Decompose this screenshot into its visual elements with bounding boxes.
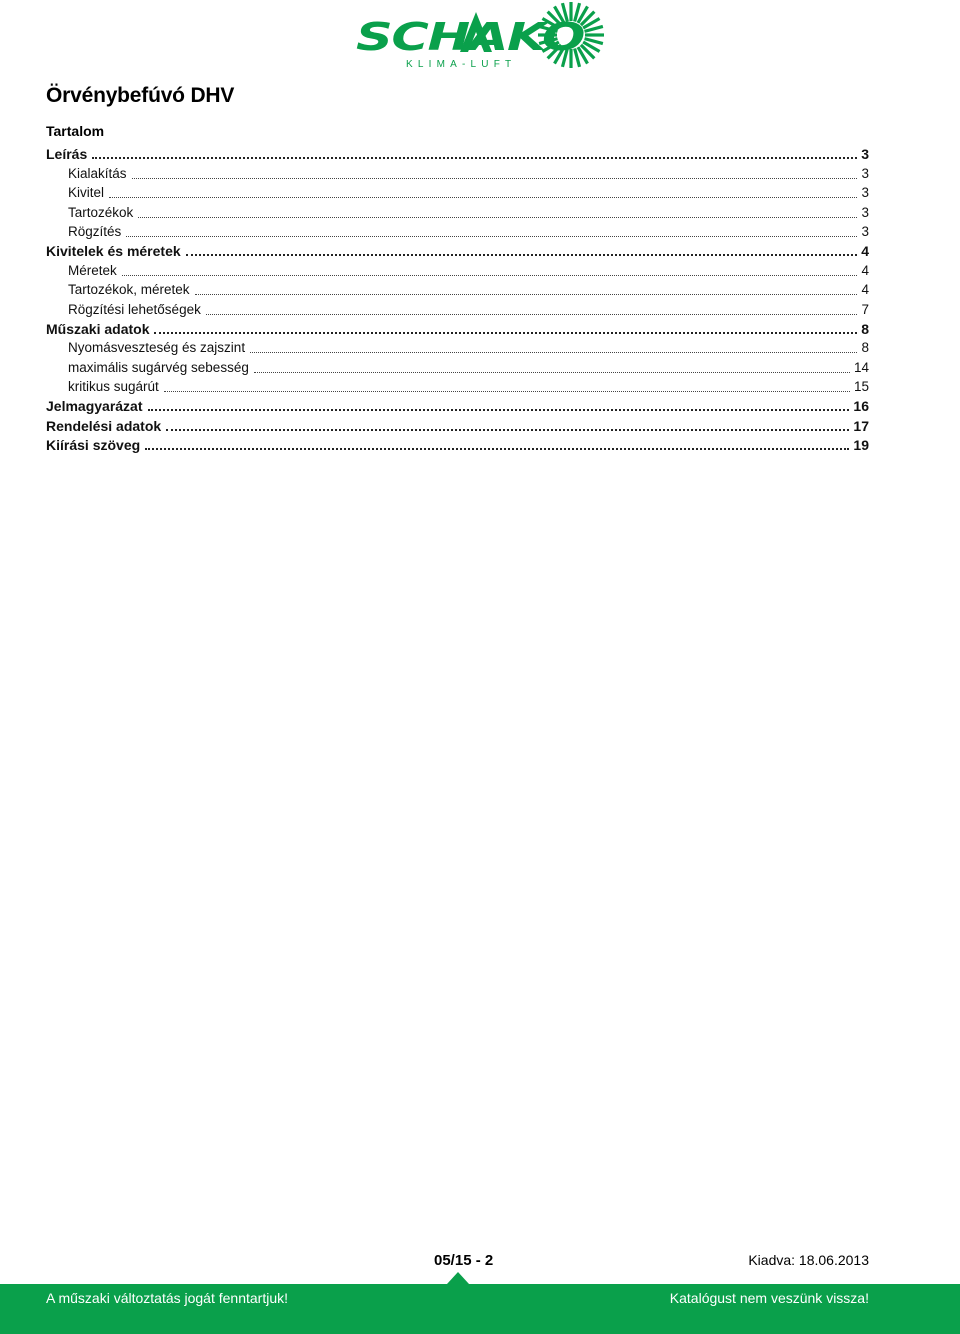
table-of-contents bbox=[46, 144, 869, 454]
toc-entry-page: 8 bbox=[861, 340, 869, 356]
toc-dot-leader bbox=[254, 372, 850, 373]
toc-entry-page: 3 bbox=[861, 146, 869, 163]
footer-right-note: Katalógust nem veszünk vissza! bbox=[669, 1290, 869, 1306]
toc-section-entry[interactable] bbox=[46, 415, 869, 434]
toc-entry-page: 16 bbox=[853, 398, 869, 415]
toc-entry-page: 3 bbox=[861, 165, 869, 181]
toc-entry-page: 3 bbox=[861, 223, 869, 239]
toc-entry-label: Tartozékok bbox=[68, 204, 134, 220]
toc-entry-label: Leírás bbox=[46, 146, 88, 163]
toc-dot-leader bbox=[186, 254, 858, 256]
toc-entry-page: 15 bbox=[853, 379, 869, 395]
toc-entry-label: Rögzítési lehetőségek bbox=[68, 301, 201, 317]
toc-entry-page: 14 bbox=[853, 359, 869, 375]
toc-entry-label: Rendelési adatok bbox=[46, 417, 162, 434]
toc-dot-leader bbox=[195, 294, 858, 295]
schako-logo bbox=[356, 0, 606, 72]
toc-dot-leader bbox=[145, 448, 849, 450]
toc-entry-label: Kialakítás bbox=[68, 165, 127, 181]
toc-dot-leader bbox=[166, 429, 849, 431]
toc-entry-page: 3 bbox=[861, 204, 869, 220]
toc-entry-page: 8 bbox=[861, 320, 869, 337]
toc-dot-leader bbox=[250, 352, 857, 353]
toc-entry-label: Rögzítés bbox=[68, 223, 122, 239]
toc-subsection-entry[interactable] bbox=[46, 338, 869, 357]
page-number: 05/15 - 2 bbox=[434, 1252, 494, 1269]
toc-entry-label: Méretek bbox=[68, 262, 117, 278]
toc-dot-leader bbox=[164, 391, 850, 392]
toc-subsection-entry[interactable] bbox=[46, 202, 869, 221]
toc-dot-leader bbox=[132, 178, 858, 179]
toc-dot-leader bbox=[92, 157, 857, 159]
toc-entry-page: 4 bbox=[861, 243, 869, 260]
toc-entry-label: Jelmagyarázat bbox=[46, 398, 143, 415]
toc-entry-label: Tartozékok, méretek bbox=[68, 282, 190, 298]
footer-left-note: A műszaki változtatás jogát fenntartjuk! bbox=[46, 1290, 289, 1306]
toc-heading: Tartalom bbox=[46, 123, 105, 139]
toc-dot-leader bbox=[148, 409, 850, 411]
schako-logo-graphic bbox=[356, 0, 606, 72]
toc-entry-page: 4 bbox=[861, 282, 869, 298]
toc-entry-page: 17 bbox=[853, 417, 869, 434]
toc-entry-label: Kivitelek és méretek bbox=[46, 243, 181, 260]
toc-entry-label: kritikus sugárút bbox=[68, 379, 159, 395]
toc-subsection-entry[interactable] bbox=[46, 222, 869, 241]
toc-section-entry[interactable] bbox=[46, 241, 869, 260]
toc-entry-page: 4 bbox=[861, 262, 869, 278]
toc-entry-label: Kivitel bbox=[68, 185, 105, 201]
toc-subsection-entry[interactable] bbox=[46, 163, 869, 182]
footer-notch-icon bbox=[447, 1272, 469, 1284]
toc-entry-label: maximális sugárvég sebesség bbox=[68, 359, 249, 375]
toc-entry-label: Kiírási szöveg bbox=[46, 437, 141, 454]
toc-dot-leader bbox=[154, 332, 857, 334]
toc-dot-leader bbox=[206, 314, 858, 315]
toc-dot-leader bbox=[122, 275, 858, 276]
toc-entry-label: Műszaki adatok bbox=[46, 320, 150, 337]
toc-subsection-entry[interactable] bbox=[46, 357, 869, 376]
logo-wordmark: SCHAKO bbox=[356, 15, 584, 59]
toc-section-entry[interactable] bbox=[46, 319, 869, 338]
toc-section-entry[interactable] bbox=[46, 144, 869, 163]
toc-entry-page: 19 bbox=[853, 437, 869, 454]
toc-dot-leader bbox=[126, 236, 857, 237]
toc-subsection-entry[interactable] bbox=[46, 260, 869, 279]
document-title: Örvénybefúvó DHV bbox=[46, 84, 235, 107]
toc-dot-leader bbox=[109, 197, 857, 198]
toc-entry-page: 3 bbox=[861, 185, 869, 201]
issue-date: Kiadva: 18.06.2013 bbox=[748, 1252, 869, 1268]
logo-subtitle: KLIMA-LUFT bbox=[406, 59, 517, 70]
toc-entry-label: Nyomásveszteség és zajszint bbox=[68, 340, 246, 356]
toc-subsection-entry[interactable] bbox=[46, 280, 869, 299]
toc-section-entry[interactable] bbox=[46, 396, 869, 415]
toc-dot-leader bbox=[138, 217, 857, 218]
toc-entry-page: 7 bbox=[861, 301, 869, 317]
toc-subsection-entry[interactable] bbox=[46, 377, 869, 396]
toc-subsection-entry[interactable] bbox=[46, 299, 869, 318]
toc-subsection-entry[interactable] bbox=[46, 183, 869, 202]
toc-section-entry[interactable] bbox=[46, 435, 869, 454]
